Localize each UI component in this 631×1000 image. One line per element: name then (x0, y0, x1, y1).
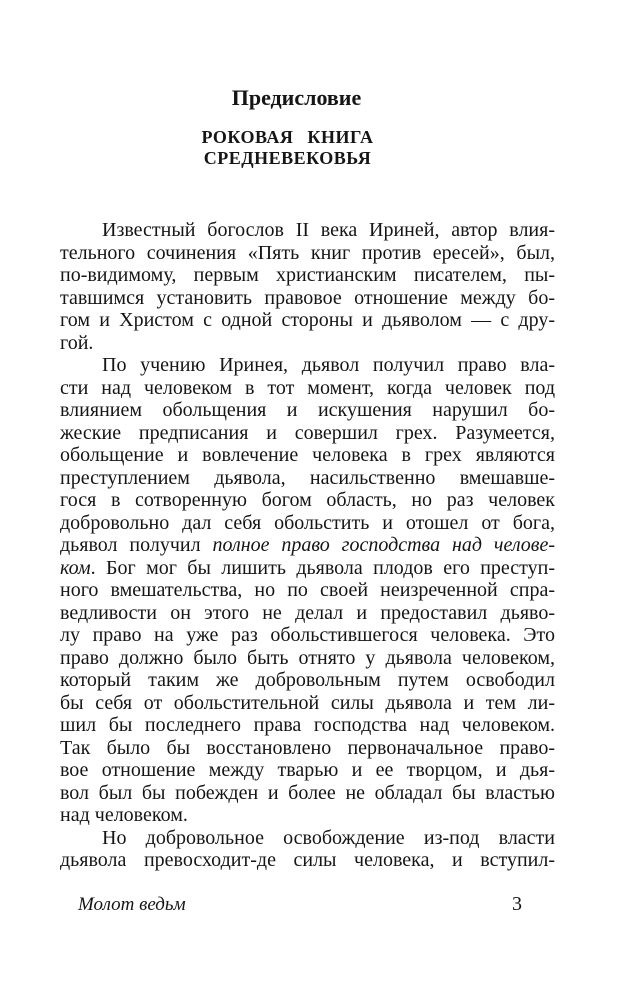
text-line (60, 309, 555, 332)
text-line (60, 557, 555, 580)
text-line (60, 602, 555, 625)
text-segment: тавшимся установить правовое отношение между бо- (60, 286, 555, 309)
text-line (60, 444, 555, 467)
text-segment: право должно было быть отнято у дьявола человеком, (60, 646, 555, 669)
text-segment: гося в сотворенную богом область, но раз человек (60, 489, 555, 511)
text-segment: по-видимому, первым христианским писателем, пы- (60, 264, 555, 286)
running-title: Молот ведьм (78, 894, 186, 915)
emphasized-text: ком (60, 556, 91, 579)
text-line (60, 849, 555, 872)
text-segment: Так было бы восстановлено первоначальное право- (60, 736, 555, 759)
text-segment: добровольно дал себя обольстить и отошел от бога, (60, 511, 555, 534)
text-segment: Но добровольное освобождение из-под власти (102, 826, 555, 849)
text-line (60, 467, 555, 490)
page-footer (60, 893, 555, 916)
text-line (60, 804, 555, 827)
text-line (60, 354, 555, 377)
text-line (60, 332, 555, 355)
section-title-line: РОКОВАЯ КНИГА (201, 127, 374, 147)
text-line (60, 647, 555, 670)
text-line (60, 264, 555, 287)
chapter-title: Предисловие (231, 85, 362, 110)
text-line (60, 759, 555, 782)
text-line (60, 219, 555, 242)
body-text (60, 219, 555, 872)
section-title-line: СРЕДНЕВЕКОВЬЯ (203, 148, 372, 168)
section-title (60, 127, 555, 169)
text-segment: преступлением дьявола, насильственно вмешавше- (60, 466, 555, 489)
text-segment: тельного сочинения «Пять книг против ересей», был, (60, 241, 555, 264)
text-segment: ведливости он этого не делал и предоставил дьяво- (60, 601, 555, 624)
text-segment: дьявола превосходит-де силы человека, и вступил- (60, 849, 555, 871)
text-segment: обольщение и вовлечение человека в грех являются (60, 444, 555, 466)
text-segment: гой. (60, 331, 94, 354)
text-segment: ного вмешательства, но по своей неизреченной спра- (60, 579, 555, 601)
text-segment: над человеком. (60, 804, 188, 826)
emphasized-text: полное право господства над челове- (212, 534, 556, 556)
text-segment: дьявол получил (60, 534, 213, 556)
text-segment: По учению Иринея, дьявол получил право вла- (102, 354, 555, 376)
text-line (60, 242, 555, 265)
text-line (60, 287, 555, 310)
text-line (60, 399, 555, 422)
text-line (60, 534, 555, 557)
text-segment: сти над человеком в тот момент, когда человек под (60, 376, 555, 399)
text-segment: гом и Христом с одной стороны и дьяволом — с дру- (60, 309, 555, 331)
text-line (60, 377, 555, 400)
text-segment: влиянием обольщения и искушения нарушил бо- (60, 399, 555, 421)
text-segment: который таким же добровольным путем освободил (60, 669, 555, 691)
text-line (60, 489, 555, 512)
text-line (60, 422, 555, 445)
text-segment: бы себя от обольстительной силы дьявола и тем ли- (60, 691, 555, 714)
text-line (60, 669, 555, 692)
text-line (60, 579, 555, 602)
text-line (60, 714, 555, 737)
text-segment: жеские предписания и совершил грех. Разумеется, (60, 421, 555, 444)
text-line (60, 827, 555, 850)
text-segment: вое отношение между тварью и ее творцом, и дья- (60, 759, 555, 781)
text-line (60, 782, 555, 805)
page-number: 3 (512, 893, 522, 915)
text-line (60, 737, 555, 760)
text-line (60, 624, 555, 647)
text-segment: вол был бы побежден и более не обладал бы властью (60, 781, 555, 804)
text-segment: лу право на уже раз обольстившегося человека. Это (60, 624, 555, 646)
text-segment: шил бы последнего права господства над человеком. (60, 714, 555, 736)
text-line (60, 692, 555, 715)
text-segment: Известный богослов II века Ириней, автор влия- (102, 219, 555, 241)
text-segment: . Бог мог бы лишить дьявола плодов его преступ- (90, 556, 555, 579)
text-line (60, 512, 555, 535)
